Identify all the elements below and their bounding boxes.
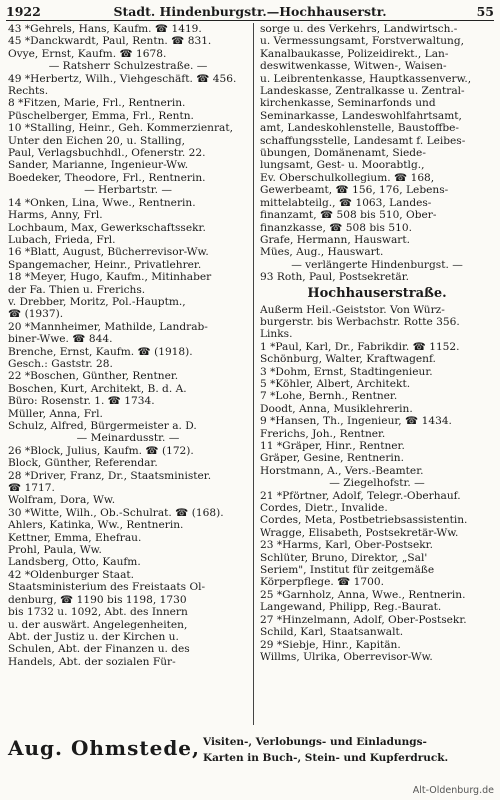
watermark: Alt-Oldenburg.de [412,785,494,796]
header-title: Stadt. Hindenburgstr.—Hochhauserstr. [113,4,387,19]
directory-line: 30 *Witte, Wilh., Ob.-Schulrat. ☎ (168). [8,506,224,519]
directory-line: 42 *Oldenburger Staat. [8,568,135,581]
header-rule [6,20,494,21]
directory-line: 26 *Block, Julius, Kaufm. ☎ (172). [8,444,194,457]
directory-line: Paul, Verlagsbuchhdl., Ofenerstr. 22. [8,147,206,160]
directory-line: mittelabteilg., ☎ 1063, Landes- [260,196,432,209]
directory-line: Schulen, Abt. der Finanzen u. des [8,643,190,656]
directory-line: 25 *Garnholz, Anna, Wwe., Rentnerin. [260,588,466,601]
directory-line: 5 *Köhler, Albert, Architekt. [260,377,411,390]
directory-line: 11 *Gräper, Hinr., Rentner. [260,440,405,452]
directory-line: 29 *Siebje, Hinr., Kapitän. [260,638,401,651]
ad-name: Aug. Ohmstede, [8,736,200,760]
directory-line: lungsamt, Gest- u. Moorabtlg., [260,159,425,172]
directory-line: Ahlers, Katinka, Ww., Rentnerin. [8,519,184,532]
directory-line: — verlängerte Hindenburgst. — [291,258,463,271]
directory-line: Lubach, Frieda, Frl. [8,233,116,246]
directory-line: deswitwenkasse, Witwen-, Waisen- [260,60,447,73]
directory-line: finanzamt, ☎ 508 bis 510, Ober- [260,209,437,222]
directory-line: Horstmann, A., Vers.-Beamter. [260,464,424,477]
directory-line: — Ratsherr Schulzestraße. — [48,60,208,73]
directory-line: kirchenkasse, Seminarfonds und [260,97,436,110]
directory-line: 10 *Stalling, Heinr., Geh. Kommerzienrat, [8,122,233,135]
directory-line: Doodt, Anna, Musiklehrerin. [260,402,413,415]
directory-line: 45 *Danckwardt, Paul, Rentn. ☎ 831. [8,35,212,48]
directory-line: denburg, ☎ 1190 bis 1198, 1730 [8,593,187,606]
directory-line: Müller, Anna, Frl. [8,407,103,420]
directory-line: 27 *Hinzelmann, Adolf, Ober-Postsekr. [260,613,467,626]
directory-line: 22 *Boschen, Günther, Rentner. [8,370,179,383]
directory-line: ☎ 1717. [8,482,55,495]
directory-line: — Herbartstr. — [84,184,172,197]
directory-line: Block, Günther, Referendar. [8,457,158,470]
directory-line: 9 *Hansen, Th., Ingenieur, ☎ 1434. [260,415,452,428]
directory-line: Wolfram, Dora, Ww. [8,494,116,507]
directory-line: Boschen, Kurt, Architekt, B. d. A. [8,382,187,395]
directory-line: Ovye, Ernst, Kaufm. ☎ 1678. [8,47,167,60]
directory-line: 28 *Driver, Franz, Dr., Staatsminister. [8,469,212,482]
directory-line: Unter den Eichen 20, u. Stalling, [8,134,186,147]
directory-line: 1 *Paul, Karl, Dr., Fabrikdir. ☎ 1152. [260,340,460,353]
directory-line: 43 *Gehrels, Hans, Kaufm. ☎ 1419. [8,23,202,35]
directory-line: Gräper, Gesine, Rentnerin. [260,452,404,465]
directory-line: übungen, Domänenamt, Siede- [260,147,426,160]
directory-line: schaffungsstelle, Landesamt f. Leibes- [260,134,466,147]
directory-line: Willms, Ulrika, Oberrevisor-Ww. [260,650,433,663]
directory-line: 8 *Fitzen, Marie, Frl., Rentnerin. [8,97,186,110]
directory-line: Landeskasse, Zentralkasse u. Zentral- [260,85,465,98]
directory-line: 18 *Meyer, Hugo, Kaufm., Mitinhaber [8,271,212,284]
directory-line: Sander, Marianne, Ingenieur-Ww. [8,159,189,172]
directory-line: der Fa. Thien u. Frerichs. [8,283,146,296]
directory-line: Seminarkasse, Landeswohlfahrtsamt, [260,109,462,122]
right-column [260,23,494,725]
directory-line: 14 *Onken, Lina, Wwe., Rentnerin. [8,196,196,209]
directory-line: Spangemacher, Heinr., Privatlehrer. [8,258,202,271]
directory-line: 93 Roth, Paul, Postsekretär. [260,271,409,284]
directory-line: Schlüter, Bruno, Direktor, „Sal' [260,551,428,564]
directory-line: Schulz, Alfred, Bürgermeister a. D. [8,420,197,432]
directory-line: 3 *Dohm, Ernst, Stadtingenieur. [260,365,433,378]
directory-line: Prohl, Paula, Ww. [8,544,102,557]
directory-line: 21 *Pförtner, Adolf, Telegr.-Oberhauf. [260,489,461,502]
directory-line: 16 *Blatt, August, Bücherrevisor-Ww. [8,246,209,259]
directory-line: Abt. der Justiz u. der Kirchen u. [8,630,179,643]
directory-line: biner-Wwe. ☎ 844. [8,333,113,346]
directory-line: sorge u. des Verkehrs, Landwirtsch.- [260,23,458,35]
directory-line: 7 *Lohe, Bernh., Rentner. [260,390,398,403]
directory-line: Cordes, Meta, Postbetriebsassistentin. [260,514,468,527]
ad-line-1: Visiten-, Verlobungs- und Einladungs- [203,736,427,748]
directory-line: bis 1732 u. 1092, Abt. des Innern [8,606,188,619]
directory-line: Grafe, Hermann, Hauswart. [260,233,410,246]
directory-line: Seriem", Institut für zeitgemäße [260,564,435,577]
directory-line: Harms, Anny, Frl. [8,209,103,222]
directory-line: Lochbaum, Max, Gewerkschaftssekr. [8,221,206,234]
directory-line: Rechts. [8,85,49,98]
directory-line: Ev. Oberschulkollegium. ☎ 168, [260,171,435,184]
directory-line: Außerm Heil.-Geiststor. Von Würz- [260,303,445,316]
directory-line: — Ziegelhofstr. — [329,477,425,490]
directory-line: Körperpflege. ☎ 1700. [260,576,384,589]
directory-line: Handels, Abt. der sozialen Für- [8,655,176,668]
directory-line: 20 *Mannheimer, Mathilde, Landrab- [8,320,208,333]
directory-line: ☎ (1937). [8,308,64,321]
directory-line: v. Drebber, Moritz, Pol.-Hauptm., [8,295,186,308]
directory-line: Gewerbeamt, ☎ 156, 176, Lebens- [260,184,449,197]
left-column [8,23,248,725]
directory-line: burgerstr. bis Werbachstr. Rotte 356. [260,315,460,328]
header-year: 1922 [6,4,41,19]
directory-line: amt, Landeskohlenstelle, Baustoffbe- [260,122,460,135]
directory-line: Staatsministerium des Freistaats Ol- [8,581,206,594]
directory-line: Büro: Rosenstr. 1. ☎ 1734. [8,395,155,408]
ad-line-2: Karten in Buch-, Stein- und Kupferdruck. [203,752,449,764]
directory-line: Kanalbaukasse, Polizeidirekt., Lan- [260,47,449,60]
directory-line: Püschelberger, Emma, Frl., Rentn. [8,109,194,122]
directory-line: Schönburg, Walter, Kraftwagenf. [260,353,436,366]
directory-line: Wragge, Elisabeth, Postsekretär-Ww. [260,526,459,539]
directory-line: Cordes, Dietr., Invalide. [260,502,388,515]
directory-line: Mües, Aug., Hauswart. [260,246,384,259]
street-heading: Hochhauserstraße. [307,285,447,301]
column-divider [253,23,254,725]
directory-line: Schild, Karl, Staatsanwalt. [260,626,404,639]
directory-line: Boedeker, Theodore, Frl., Rentnerin. [8,171,206,184]
directory-line: Brenche, Ernst, Kaufm. ☎ (1918). [8,345,193,358]
advertisement [8,732,492,772]
directory-line: u. Leibrentenkasse, Hauptkassenverw., [260,72,472,85]
header-page-number: 55 [476,4,494,19]
directory-line: Kettner, Emma, Ehefrau. [8,531,142,544]
directory-line: Links. [260,328,293,341]
directory-line: Frerichs, Joh., Rentner. [260,427,386,440]
directory-line: 23 *Harms, Karl, Ober-Postsekr. [260,539,433,552]
directory-line: Gesch.: Gaststr. 28. [8,357,113,370]
directory-line: — Meinardusstr. — [76,432,180,445]
directory-line: Langewand, Philipp, Reg.-Baurat. [260,601,442,614]
directory-line: u. der auswärt. Angelegenheiten, [8,618,188,631]
directory-line: Landsberg, Otto, Kaufm. [8,556,141,569]
directory-line: finanzkasse, ☎ 508 bis 510. [260,221,412,234]
directory-line: 49 *Herbertz, Wilh., Viehgeschäft. ☎ 456. [8,72,237,85]
directory-line: u. Vermessungsamt, Forstverwaltung, [260,35,465,48]
